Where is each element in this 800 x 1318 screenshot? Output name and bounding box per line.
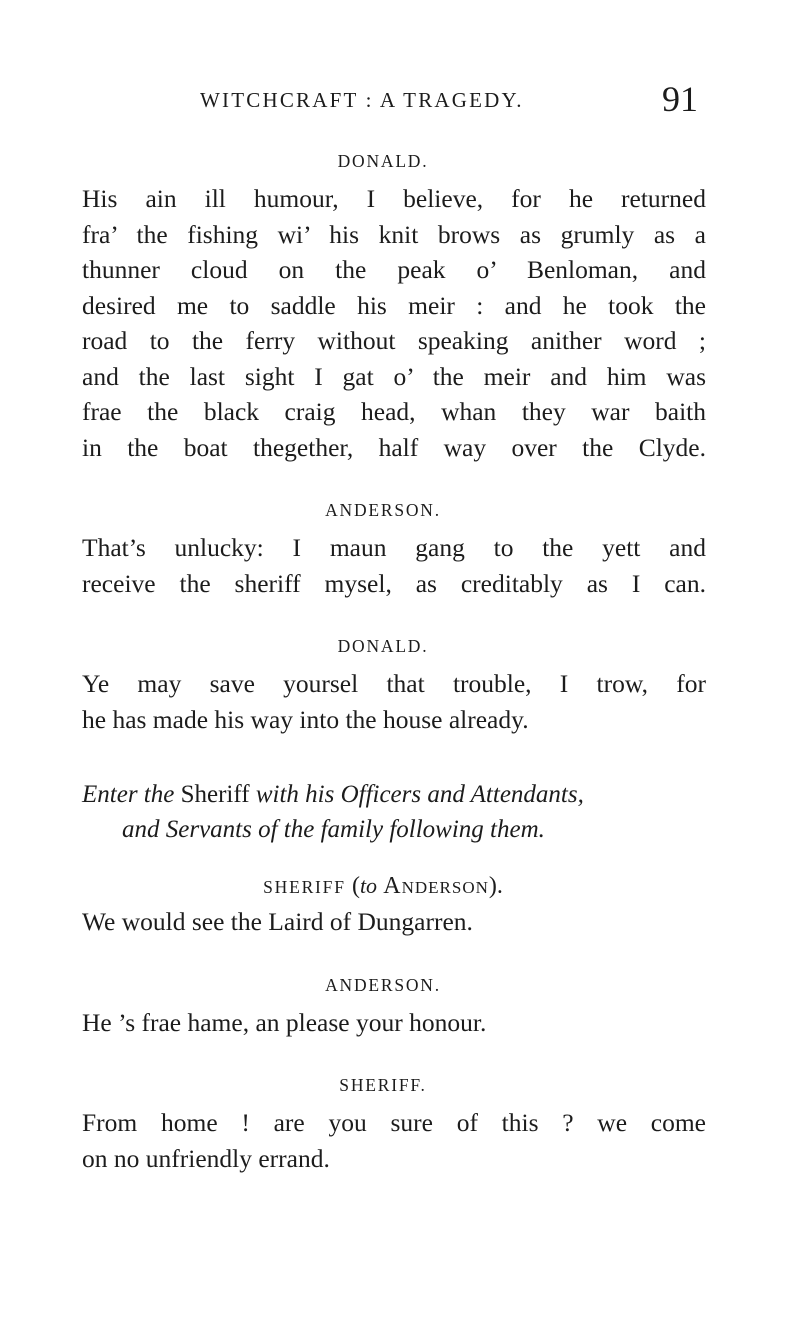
close-paren: ).	[488, 873, 503, 899]
speech-line: frae the black craig head, whan they war baith	[82, 397, 706, 426]
stage-to: to	[359, 873, 378, 898]
speech-line: road to the ferry without speaking anither word ;	[82, 326, 706, 355]
speech-line: Ye may save yoursel that trouble, I trow, for	[82, 669, 706, 698]
running-head	[0, 79, 800, 122]
speaker-name: DONALD.	[337, 151, 429, 171]
stage-direction	[60, 777, 706, 847]
speech	[60, 904, 706, 940]
addressee: Anderson	[383, 873, 489, 899]
speaker-name: DONALD.	[337, 636, 429, 656]
speech-line: fra’ the fishing wi’ his knit brows as grumly as a	[82, 219, 706, 249]
speech	[60, 530, 706, 601]
speech	[60, 666, 706, 737]
speech-line: and the last sight I gat o’ the meir and him was	[82, 361, 706, 391]
stage-direction-line	[60, 777, 706, 812]
speech	[60, 1105, 706, 1176]
speech-line: he has made his way into the house already.	[82, 704, 529, 734]
speaker-name	[60, 873, 706, 900]
speech-line: That’s unlucky: I maun gang to the yett and	[82, 533, 706, 562]
speech	[60, 1005, 706, 1041]
speaker-name: ANDERSON.	[325, 500, 441, 520]
speech-line: in the boat thegether, half way over the Clyde.	[82, 432, 706, 462]
stage-direction-line: and Servants of the family following them.	[122, 816, 545, 843]
speech	[60, 181, 706, 465]
speaker-name: ANDERSON.	[325, 974, 441, 995]
stage-enter: Enter the	[82, 781, 175, 808]
speech-line: He ’s frae hame, an please your honour.	[82, 1007, 487, 1037]
speech-line: desired me to saddle his meir : and he took the	[82, 290, 706, 320]
speech-line: His ain ill humour, I believe, for he returned	[82, 184, 706, 213]
running-title: WITCHCRAFT : A TRAGEDY.	[200, 88, 524, 112]
stage-sheriff: Sheriff	[180, 781, 250, 808]
page-number: 91	[662, 79, 698, 119]
speaker-sheriff: SHERIFF	[263, 877, 346, 897]
speech-line: receive the sheriff mysel, as creditably as I can.	[82, 568, 706, 598]
speech-line: We would see the Laird of Dungarren.	[82, 907, 473, 936]
speaker-name: SHERIFF.	[339, 1075, 427, 1095]
open-paren: (	[351, 873, 360, 899]
play-text	[60, 150, 706, 1176]
speech-line: on no unfriendly errand.	[82, 1143, 330, 1173]
speech-line: From home ! are you sure of this ? we come	[82, 1108, 706, 1137]
speech-line: thunner cloud on the peak o’ Benloman, and	[82, 255, 706, 284]
stage-rest: with his Officers and Attendants,	[255, 781, 584, 808]
